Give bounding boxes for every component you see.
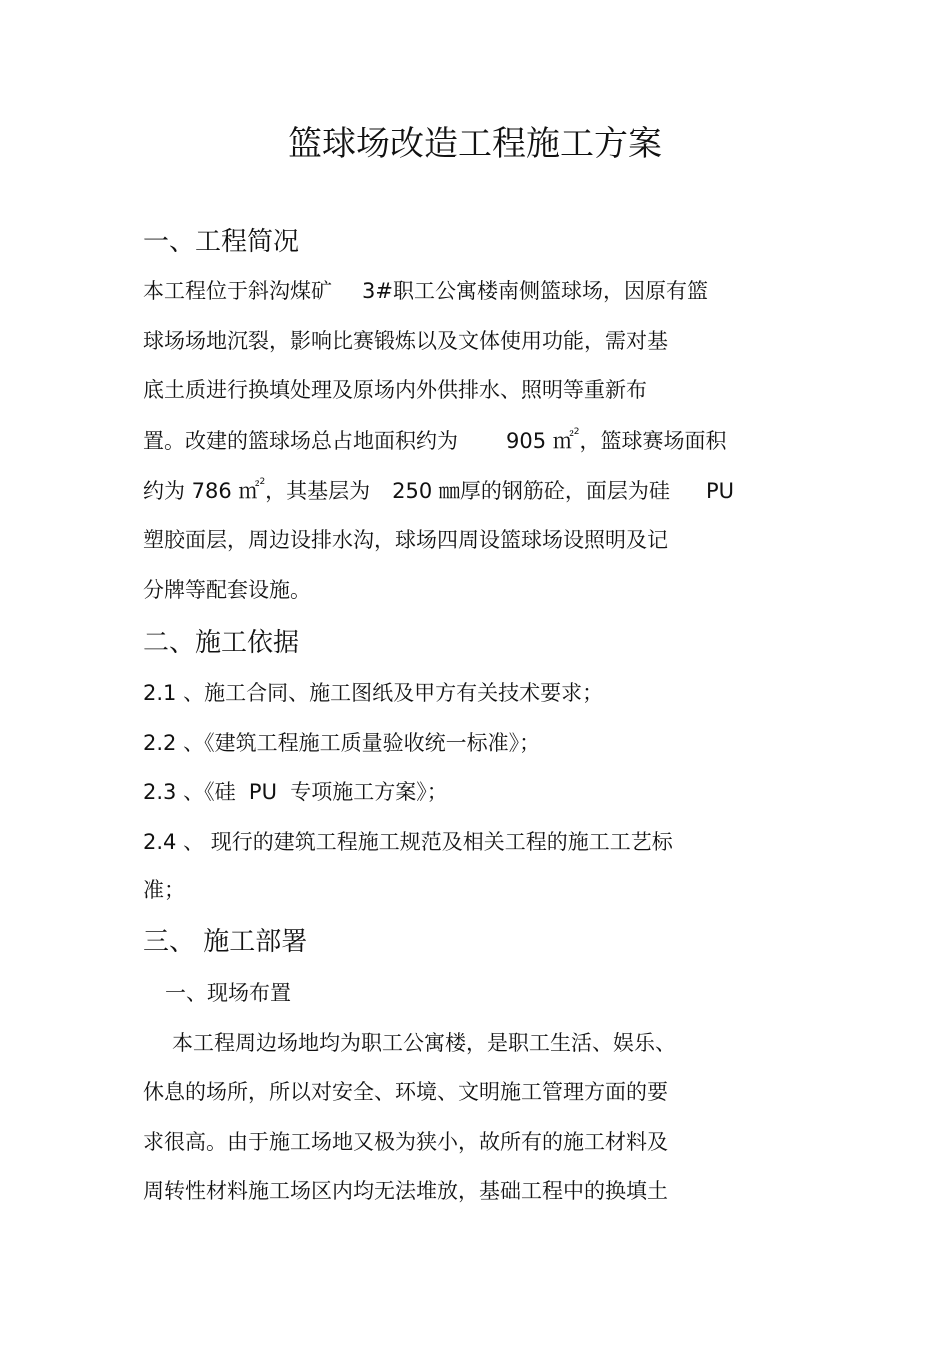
paragraph-line: [143, 426, 727, 456]
section-heading-2: 二、施工依据: [143, 628, 300, 658]
superscript: 2: [259, 477, 266, 487]
paragraph-line: 分牌等配套设施。: [143, 578, 311, 602]
paragraph-line: 底土质进行换填处理及原场内外供排水、照明等重新布: [143, 378, 647, 402]
text-run: PU: [705, 479, 734, 503]
paragraph-line: [143, 476, 734, 506]
document-title: 篮球场改造工程施工方案: [288, 124, 662, 164]
text-run: 905 ㎡: [506, 429, 574, 453]
section-heading-3: 三、 施工部署: [143, 927, 308, 957]
list-item: 2.4 、 现行的建筑工程施工规范及相关工程的施工工艺标: [143, 830, 673, 854]
list-item: 2.1 、施工合同、施工图纸及甲方有关技术要求；: [143, 681, 604, 705]
sub-heading: 一、现场布置: [165, 981, 291, 1005]
text-run: 3#职工公寓楼南侧篮球场，因原有篮: [362, 279, 708, 303]
paragraph-line: 周转性材料施工场区内均无法堆放，基础工程中的换填土: [143, 1179, 668, 1203]
paragraph-line: [143, 276, 708, 306]
section-heading-1: 一、工程简况: [143, 227, 300, 257]
text-run: 约为 786 ㎡: [143, 479, 260, 503]
list-item: 准；: [143, 878, 185, 902]
list-item: 2.2 、《建筑工程施工质量验收统一标准》；: [143, 731, 541, 755]
paragraph-line: 塑胶面层，周边设排水沟，球场四周设篮球场设照明及记: [143, 528, 668, 552]
superscript: 2: [573, 427, 580, 437]
paragraph-line: 球场场地沉裂，影响比赛锻炼以及文体使用功能，需对基: [143, 329, 668, 353]
text-run: 本工程位于斜沟煤矿: [143, 279, 332, 303]
text-run: 250 ㎜厚的钢筋砼，面层为硅: [392, 479, 670, 503]
paragraph-line: 休息的场所，所以对安全、环境、文明施工管理方面的要: [143, 1080, 668, 1104]
list-item: 2.3 、《硅 PU 专项施工方案》；: [143, 780, 448, 804]
paragraph-line: 本工程周边场地均为职工公寓楼，是职工生活、娱乐、: [172, 1031, 676, 1055]
text-run: 置。改建的篮球场总占地面积约为: [143, 429, 458, 453]
paragraph-line: 求很高。由于施工场地又极为狭小，故所有的施工材料及: [143, 1130, 668, 1154]
text-run: ，其基层为: [265, 479, 371, 503]
text-run: ，篮球赛场面积: [579, 429, 727, 453]
